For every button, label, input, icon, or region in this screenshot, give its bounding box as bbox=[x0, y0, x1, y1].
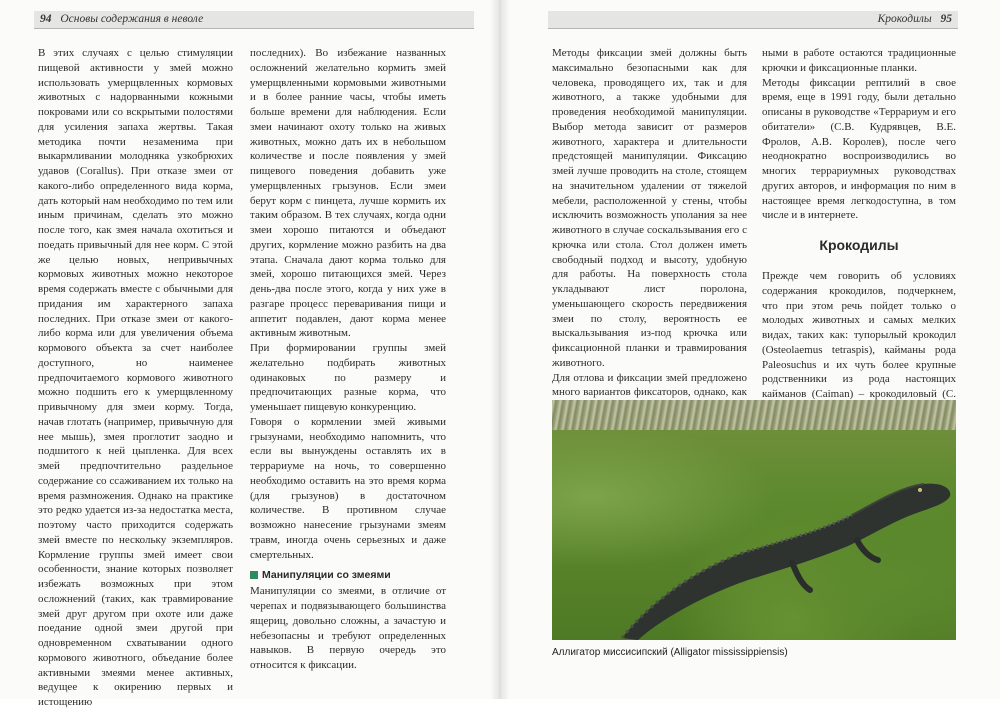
paragraph: При формировании группы змей желательно подбирать животных одинаковых по размеру и предпочитающих разные корма, что уменьшает пищевую конкуренцию. bbox=[250, 342, 446, 413]
text-column-3 bbox=[552, 46, 747, 415]
paragraph: Методы фиксации рептилий в свое время, еще в 1991 году, были детально описаны в руководстве «Террариум и его обитатели» (С.В. Кудрявцев, В.Е. Фролов, А.В. Королев), после чего неоднократно воспроизводились во многих террариумных руководствах других авторов, и информация по ним в настоящее время легкодоступна, в том числе и в интернете. bbox=[762, 76, 956, 222]
running-title-left: Основы содержания в неволе bbox=[60, 13, 204, 25]
paragraph: Прежде чем говорить об условиях содержания крокодилов, подчеркнем, что при этом речь пойдет только о молодых животных и самых мелких видах, таких как: тупорылый крокодил (Osteolaemus tetraspis), кайманы рода Paleosuchus и их чуть более крупные родственники из рода настоящих кайманов (Caiman) – крокодиловый (C. bbox=[762, 270, 956, 400]
paragraph: Для отлова и фиксации змей предложено много вариантов фиксаторов, однако, как bbox=[552, 371, 747, 399]
paragraph: Говоря о кормлении змей живыми грызунами, необходимо напомнить, что если вы вынуждены оставлять их в террариуме на ночь, то совершенно необходимо оставить на это время корма (для грызунов) в достаточном количестве. В противном случае возможно нанесение грызунами змеям травм, иногда очень серьезных и даже смертельных. bbox=[250, 415, 446, 561]
paragraph: Манипуляции со змеями, в отличие от черепах и подвязывающего большинства ящериц, довольно сложны, а зачастую и небезопасны и требуют определенных навыков. В первую очередь это относится к фиксации. bbox=[250, 585, 446, 671]
alligator-illustration bbox=[552, 400, 956, 640]
running-title-right: Крокодилы bbox=[877, 13, 932, 25]
running-header-right bbox=[548, 11, 958, 29]
photo-caption: Аллигатор миссисипский (Alligator mississippiensis) bbox=[552, 647, 788, 658]
page-number-left: 94 bbox=[40, 13, 52, 25]
page-number-right: 95 bbox=[940, 13, 952, 25]
subheading-marker-icon bbox=[250, 571, 258, 579]
section-subheading bbox=[250, 568, 446, 582]
paragraph: последних). Во избежание названных осложнений желательно кормить змей умерщвленными кормовыми животными и в более ранние часы, чтобы иметь больше времени для наблюдения. Если змеи начинают охоту только на живых животных, можно дать их в небольшом количестве и после появления у змей пищевого поведения добавить уже умерщвленных грызунов. Если змеи берут корм с пинцета, лучше кормить их таким образом. В тех случаях, когда одни змеи хорошо питаются и объедают других, кормление можно разбить на два этапа. Сначала дают корма только для змей, хорошо питающихся змей. Через день-два после этого, когда у них уже в разгаре процесс переваривания пищи и аппетит подавлен, дают корма менее активным животным. bbox=[250, 47, 446, 340]
paragraph: ными в работе остаются традиционные крючки и фиксационные планки. bbox=[762, 47, 956, 74]
text-column-1 bbox=[38, 46, 233, 710]
paragraph: Методы фиксации змей должны быть максимально безопасными как для человека, проводящего их, так и для животного, а также удобными для проведения необходимой манипуляции. Выбор метода зависит от размеров животного, характера и длительности предстоящей манипуляции. Фиксацию змей лучше проводить на столе, стоящем на значительном удалении от тяжелой мебели, расположенной у стены, чтобы исключить возможность уполания за нее животного в случае соскальзывания его с крючка или стола. Стол должен иметь свободный подход и высоту, удобную для работы. На поверхность стола укладывают лист поролона, уменьшающего скорость передвижения змеи по столу, вероятность ее выскальзывания из-под крючка или фиксационной планки и травмирования животного. bbox=[552, 47, 747, 369]
running-header-left bbox=[34, 11, 474, 29]
section-heading: Крокодилы bbox=[819, 237, 899, 253]
text-column-2 bbox=[250, 46, 446, 673]
alligator-photo bbox=[552, 400, 956, 640]
subheading-text: Манипуляции со змеями bbox=[262, 569, 391, 582]
paragraph: В этих случаях с целью стимуляции пищевой активности у змей можно использовать умерщвленных кормовых животных с надорванными кожными покровами или со вскрытыми полостями для усиления запаха жертвы. Такая методика почти незаменима при выкармливании молодняка узкобрюхих удавов (Corallus). При отказе змеи от какого-либо определенного вида корма, дать который нам необходимо по тем или иным причинам, сделать это можно после того, как змея начала охотиться и поедать привычный для нее корм. С этой же целью новых, непривычных кормовых животных можно некоторое время содержать вместе с обычными для придания им характерного запаха последних. При отказе змеи от какого-либо корма или для увеличения объема кормового объекта за счет наиболее доступного, но наименее предпочитаемого кормового животного можно подшить его к умерщвленному привычному для змеи корму. Тогда, начав глотать (например, привычную для нее мышь), змея проглотит заодно и подшитого к ней цыпленка. Для всех змей предпочтительно раздельное содержание со ссаживанием их только на время размножения. Однако на практике это редко удается из-за недостатка места, поэтому часто приходится содержать змей вместе по нескольку экземпляров. Кормление группы змей имеет свои особенности, знание которых позволяет избежать возможных при этом осложнений (таких, как травмирование змей друг другом при охоте или даже поедание одной змеи другой при одновременном схватывании одного кормового животного, объедание более активными змеями менее активных, ведущее к окирению первых и истощению bbox=[38, 47, 233, 708]
book-gutter bbox=[490, 0, 510, 699]
text-column-4 bbox=[762, 46, 956, 431]
